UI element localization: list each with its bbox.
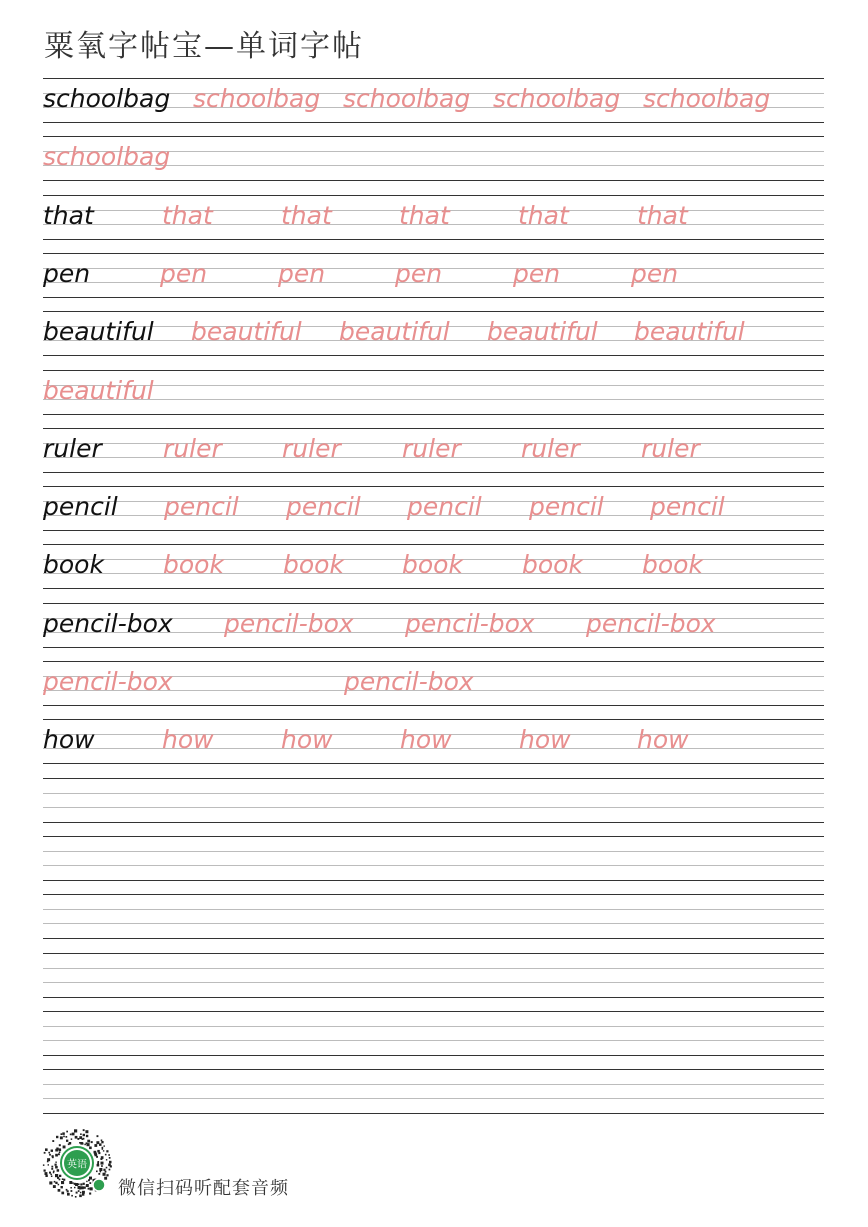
ruling-line [43,822,824,823]
ruling-line [43,603,824,604]
footer [42,1128,462,1198]
trace-word: schoolbag [193,84,321,113]
ruling-line [43,297,824,298]
ruling-line [43,414,824,415]
page-title: 粟氧字帖宝—单词字帖 [44,29,364,64]
trace-word: pencil [164,492,239,522]
ruling-line [43,997,824,998]
ruling-line [43,923,824,924]
trace-word: pencil [650,492,725,522]
trace-word: pencil [529,492,604,522]
ruling-line [43,865,824,866]
trace-word: schoolbag [493,84,621,113]
model-word: pencil [43,492,118,522]
ruling-line [43,385,824,386]
trace-word: beautiful [191,317,302,347]
model-word: pen [43,258,91,288]
ruling-line [43,647,824,648]
trace-word: beautiful [43,375,154,405]
ruling-line [43,836,824,837]
ruling-line [43,851,824,852]
ruling-line [43,1069,824,1070]
trace-word: that [162,200,213,230]
ruling-line [43,195,824,196]
trace-word: pencil-box [43,667,173,696]
qr-code-icon[interactable] [42,1128,112,1198]
trace-word: pencil-box [586,608,716,638]
ruling-line [43,588,824,589]
trace-word: how [162,725,214,755]
trace-word: pencil-box [224,608,354,638]
ruling-line [43,355,824,356]
ruling-line [43,909,824,910]
trace-word: ruler [521,433,580,463]
trace-word: beautiful [339,317,450,347]
audio-caption: 微信扫码听配套音频 [118,1178,289,1199]
trace-word: book [163,550,224,580]
model-word: ruler [43,433,102,463]
model-word: that [43,200,94,230]
model-word: how [43,725,95,755]
trace-word: pen [513,258,561,288]
ruling-line [43,544,824,545]
trace-word: beautiful [487,317,598,347]
trace-word: ruler [282,433,341,463]
trace-word: book [283,550,344,580]
ruling-line [43,894,824,895]
trace-word: pen [160,258,208,288]
trace-word: book [522,550,583,580]
ruling-line [43,953,824,954]
qr-badge-label: 英语 [67,1159,87,1171]
ruling-line [43,239,824,240]
trace-word: that [518,200,569,230]
trace-word: book [402,550,463,580]
trace-word: pencil-box [344,667,474,696]
ruling-line [43,1026,824,1027]
ruling-line [43,311,824,312]
ruling-line [43,1098,824,1099]
ruling-line [43,661,824,662]
trace-word: schoolbag [43,142,171,172]
ruling-line [43,938,824,939]
model-word: book [43,550,104,580]
trace-word: book [642,550,703,580]
ruling-line [43,778,824,779]
ruling-line [43,122,824,123]
ruling-line [43,1084,824,1085]
ruling-line [43,705,824,706]
ruling-line [43,793,824,794]
ruling-line [43,530,824,531]
model-word: schoolbag [43,84,171,113]
trace-word: beautiful [634,317,745,347]
model-word: pencil-box [43,608,173,638]
ruling-line [43,1113,824,1114]
ruling-line [43,370,824,371]
trace-word: how [400,725,452,755]
trace-word: how [281,725,333,755]
trace-word: pen [278,258,326,288]
ruling-line [43,428,824,429]
ruling-line [43,982,824,983]
trace-word: that [281,200,332,230]
trace-word: pencil-box [405,608,535,638]
trace-word: how [637,725,689,755]
trace-word: how [519,725,571,755]
trace-word: schoolbag [643,84,771,113]
ruling-line [43,880,824,881]
ruling-line [43,136,824,137]
trace-word: pencil [286,492,361,522]
ruling-line [43,472,824,473]
trace-word: pen [631,258,679,288]
trace-word: schoolbag [343,84,471,113]
trace-word: ruler [163,433,222,463]
ruling-line [43,719,824,720]
trace-word: that [399,200,450,230]
trace-word: pencil [407,492,482,522]
trace-word: ruler [402,433,461,463]
ruling-line [43,968,824,969]
trace-word: pen [395,258,443,288]
model-word: beautiful [43,317,154,347]
ruling-line [43,253,824,254]
ruling-line [43,399,824,400]
trace-word: that [637,200,688,230]
ruling-line [43,486,824,487]
ruling-line [43,1055,824,1056]
ruling-line [43,807,824,808]
ruling-line [43,1040,824,1041]
writing-sheet [43,78,824,1118]
ruling-line [43,180,824,181]
ruling-line [43,78,824,79]
ruling-line [43,1011,824,1012]
trace-word: ruler [641,433,700,463]
ruling-line [43,763,824,764]
